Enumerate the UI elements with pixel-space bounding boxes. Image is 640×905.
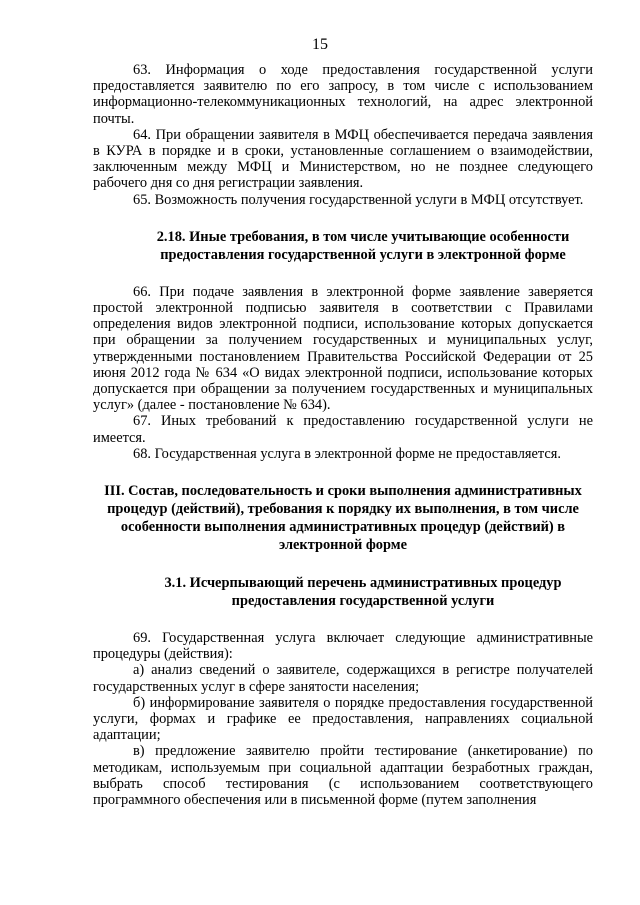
paragraph-69: 69. Государственная услуга включает следующие административные процедуры (действия): (93, 630, 593, 663)
paragraph-64: 64. При обращении заявителя в МФЦ обеспечивается передача заявления в КУРА в порядке и в сроки, установленные соглашением о взаимодействии, заключенным между МФЦ и Министерством, но не позднее следующего рабочего дня со дня регистрации заявления. (93, 126, 593, 192)
document-body (93, 62, 593, 808)
paragraph-65: 65. Возможность получения государственной услуги в МФЦ отсутствует. (133, 191, 584, 208)
section-3-1-heading: 3.1. Исчерпывающий перечень административных процедур предоставления государственной услуги (164, 575, 562, 610)
paragraph-63: 63. Информация о ходе предоставления государственной услуги предоставляется заявителю по его запросу, в том числе с использованием информационно-телекоммуникационных технологий, на адрес электронной почты. (93, 62, 593, 127)
list-item-a: а) анализ сведений о заявителе, содержащихся в регистре получателей государственных услуг в сфере занятости населения; (93, 662, 593, 695)
page-number: 15 (312, 36, 328, 53)
paragraph-66: 66. При подаче заявления в электронной форме заявление заверяется простой электронной подписью заявителя в соответствии с Правилами определения видов электронной подписи, использование которых допускается при обращении за получением государственных и муниципальных услуг, утвержденными постановлением Правительства Российской Федерации от 25 июня 2012 года № 634 «О видах электронной подписи, использование которых допускается при обращении за получением государственных и муниципальных услуг» (далее - постановление № 634). (93, 283, 593, 414)
paragraph-67: 67. Иных требований к предоставлению государственной услуги не имеется. (93, 413, 593, 446)
section-III-heading: III. Состав, последовательность и сроки выполнения административных процедур (действий), требования к порядку их выполнения, в том числе особенности выполнения административных процедур (действий) в электронной форме (104, 483, 582, 554)
paragraph-68: 68. Государственная услуга в электронной форме не предоставляется. (133, 445, 561, 462)
section-2-18-heading: 2.18. Иные требования, в том числе учитывающие особенности предоставления государственной услуги в электронной форме (156, 228, 570, 263)
list-item-b: б) информирование заявителя о порядке предоставления государственной услуги, формах и графике ее предоставления, направлениях социальной адаптации; (93, 694, 593, 744)
list-item-v: в) предложение заявителю пройти тестирование (анкетирование) по методикам, используемым при социальной адаптации безработных граждан, выбрать способ тестирования (с использованием соответствующего программного обеспечения или в письменной форме (путем заполнения (93, 743, 593, 809)
